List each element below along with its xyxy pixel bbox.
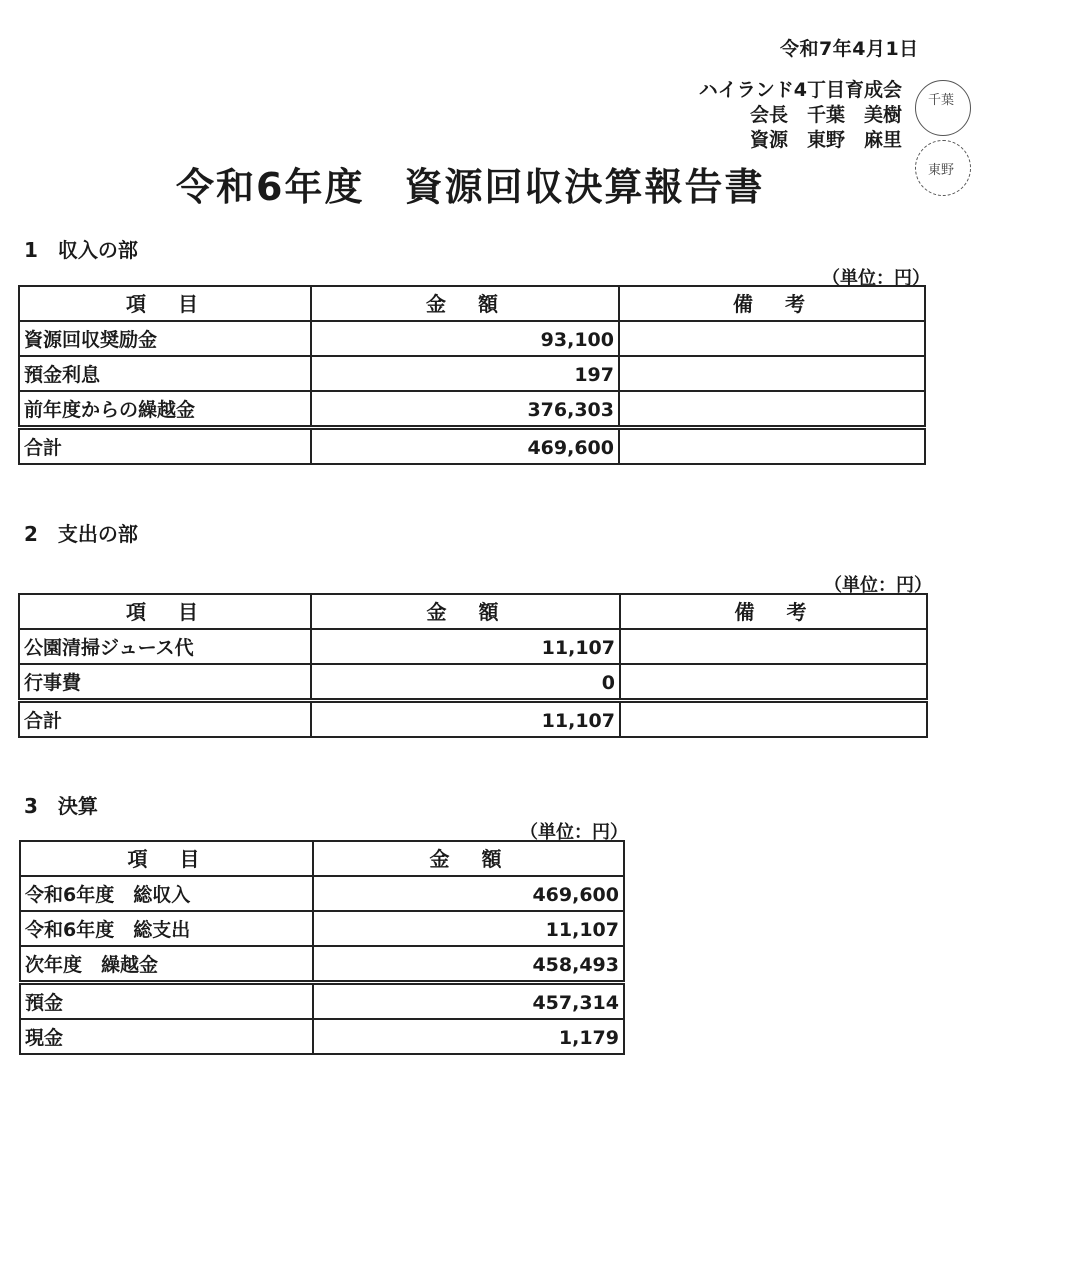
total-amount: 11,107 — [311, 701, 620, 738]
total-row — [19, 701, 927, 738]
row-note — [619, 356, 925, 391]
total-amount: 469,600 — [311, 428, 619, 465]
row-item: 前年度からの繰越金 — [19, 391, 311, 428]
total-label: 合計 — [19, 701, 311, 738]
organization-name: ハイランド4丁目育成会 — [698, 79, 902, 101]
column-header-note: 備 考 — [619, 286, 925, 321]
settlement-table — [19, 840, 625, 1055]
row-item: 現金 — [20, 1019, 313, 1054]
seal-stamp-higashino — [915, 140, 971, 196]
seal-text: 千葉 — [928, 93, 955, 108]
row-amount: 458,493 — [313, 946, 624, 983]
seal-stamp-chiba — [915, 80, 971, 136]
income-heading: 1 収入の部 — [24, 238, 138, 262]
row-amount: 93,100 — [311, 321, 619, 356]
table-header-row — [19, 594, 927, 629]
table-row — [20, 911, 624, 946]
table-row — [20, 876, 624, 911]
chairperson-line: 会長 千葉 美樹 — [749, 104, 902, 126]
column-header-item: 項 目 — [20, 841, 313, 876]
row-item: 預金利息 — [19, 356, 311, 391]
settlement-heading: 3 決算 — [24, 794, 98, 818]
row-item: 次年度 繰越金 — [20, 946, 313, 983]
row-amount: 1,179 — [313, 1019, 624, 1054]
row-amount: 197 — [311, 356, 619, 391]
table-header-row — [19, 286, 925, 321]
row-amount: 0 — [311, 664, 620, 701]
row-item: 令和6年度 総収入 — [20, 876, 313, 911]
income-table — [18, 285, 926, 465]
column-header-amount: 金 額 — [311, 286, 619, 321]
row-note — [619, 391, 925, 428]
document-title: 令和6年度 資源回収決算報告書 — [176, 165, 765, 209]
row-note — [620, 629, 927, 664]
expense-heading: 2 支出の部 — [24, 522, 138, 546]
total-note — [620, 701, 927, 738]
table-header-row — [20, 841, 624, 876]
document-date: 令和7年4月1日 — [780, 38, 919, 60]
table-row — [19, 391, 925, 428]
table-row — [19, 664, 927, 701]
column-header-item: 項 目 — [19, 594, 311, 629]
column-header-item: 項 目 — [19, 286, 311, 321]
table-row — [20, 983, 624, 1020]
row-note — [620, 664, 927, 701]
total-note — [619, 428, 925, 465]
row-item: 行事費 — [19, 664, 311, 701]
total-label: 合計 — [19, 428, 311, 465]
table-row — [19, 321, 925, 356]
table-row — [19, 356, 925, 391]
table-row — [20, 946, 624, 983]
row-item: 資源回収奨励金 — [19, 321, 311, 356]
expense-unit: （単位：円） — [824, 575, 932, 596]
row-note — [619, 321, 925, 356]
column-header-note: 備 考 — [620, 594, 927, 629]
resource-officer-line: 資源 東野 麻里 — [749, 129, 902, 151]
row-amount: 11,107 — [311, 629, 620, 664]
table-row — [20, 1019, 624, 1054]
expense-table — [18, 593, 928, 738]
row-amount: 11,107 — [313, 911, 624, 946]
row-item: 令和6年度 総支出 — [20, 911, 313, 946]
row-item: 公園清掃ジュース代 — [19, 629, 311, 664]
row-amount: 457,314 — [313, 983, 624, 1020]
table-row — [19, 629, 927, 664]
column-header-amount: 金 額 — [313, 841, 624, 876]
organization-block — [620, 78, 902, 153]
row-amount: 376,303 — [311, 391, 619, 428]
seal-text: 東野 — [928, 163, 955, 178]
settlement-unit: （単位：円） — [520, 822, 628, 843]
row-item: 預金 — [20, 983, 313, 1020]
row-amount: 469,600 — [313, 876, 624, 911]
income-unit: （単位：円） — [822, 268, 930, 289]
column-header-amount: 金 額 — [311, 594, 620, 629]
total-row — [19, 428, 925, 465]
